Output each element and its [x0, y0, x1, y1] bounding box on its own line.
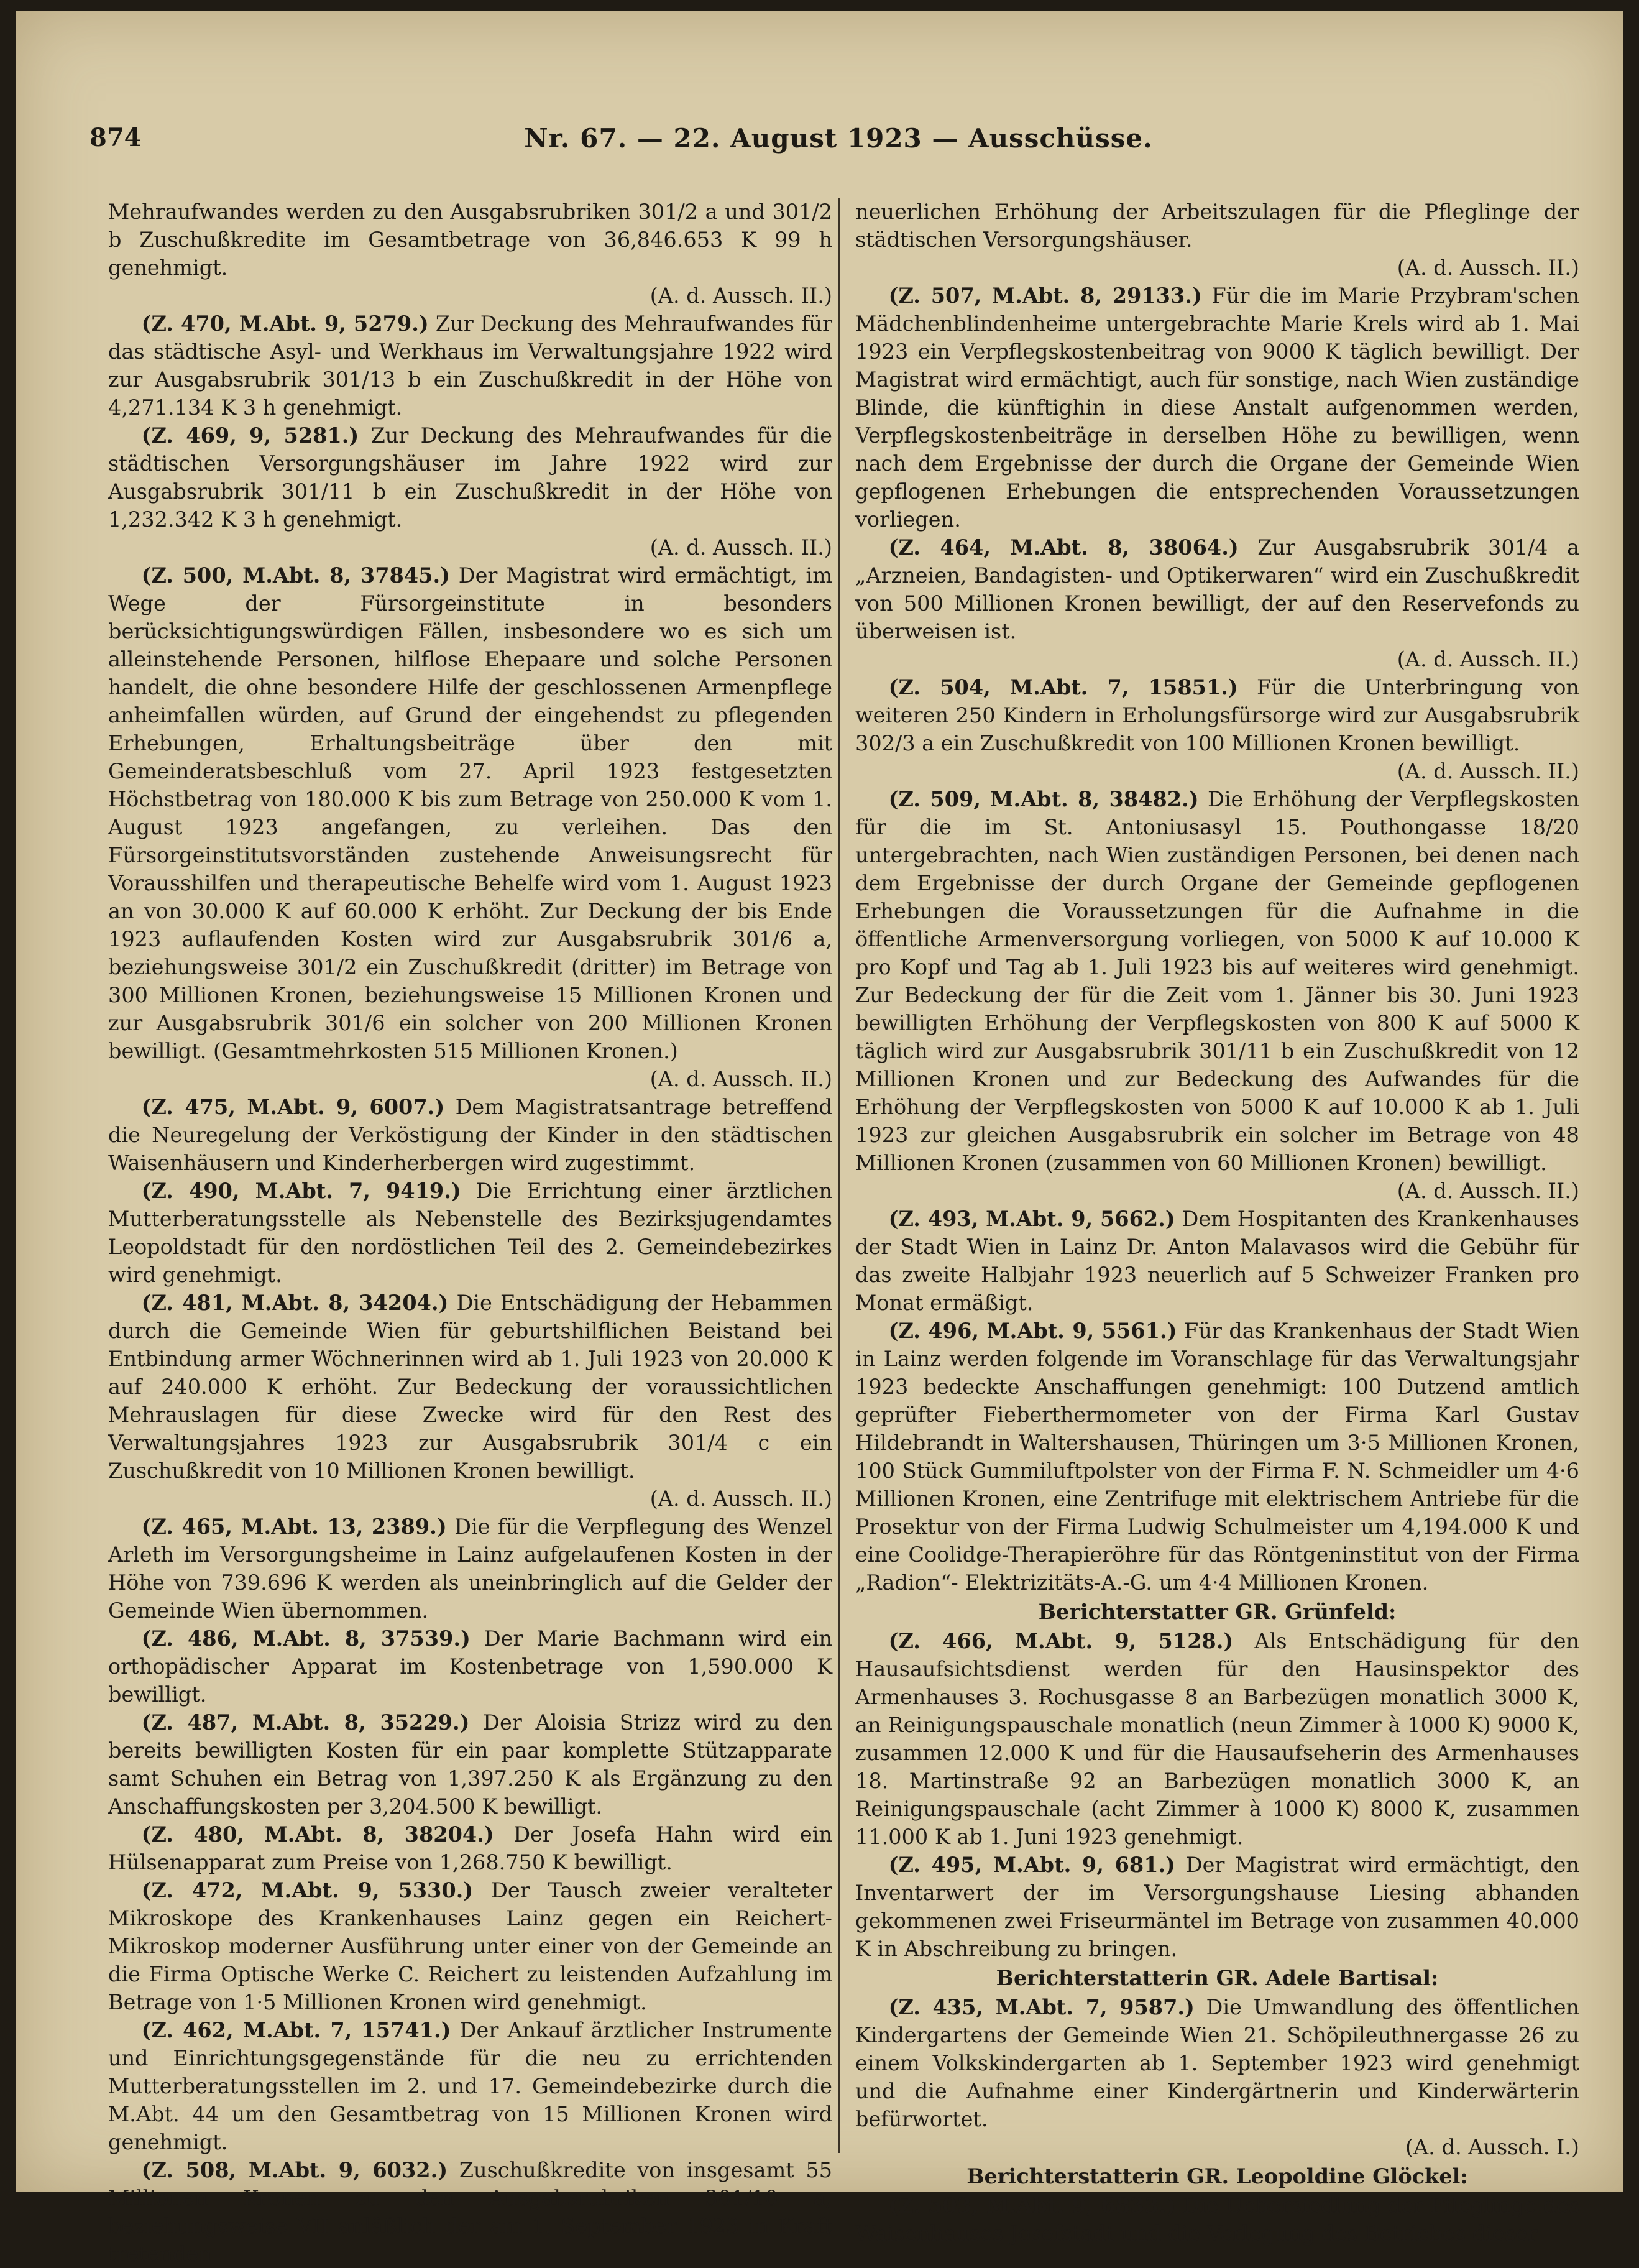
paragraph: (Z. 486, M.Abt. 8, 37539.) Der Marie Bachmann wird ein orthopädischer Apparat im Kostenbetrage von 1,590.000 K bewilligt.	[108, 1626, 833, 1707]
paragraph: (Z. 465, M.Abt. 13, 2389.) Die für die Verpflegung des Wenzel Arleth im Versorgungsheime in Lainz aufgelaufenen Kosten in der Höhe von 739.696 K werden als uneinbringlich auf die Gelder der Gemeinde Wien übernommen.	[108, 1514, 832, 1623]
paragraph: (Z. 469, 9, 5281.) Zur Deckung des Mehraufwandes für die städtischen Versorgungshäuser im Jahre 1922 wird zur Ausgabsrubrik 301/11 b ein Zuschußkredit in der Höhe von 1,232.342 K 3 h genehmigt. (A. d. Aussch. II.)	[108, 423, 832, 560]
right-column	[855, 198, 1580, 2246]
page-number: 874	[90, 123, 142, 152]
paragraph: (Z. 466, M.Abt. 9, 5128.) Als Entschädigung für den Hausaufsichtsdienst werden für den Hausinspektor des Armenhauses 3. Rochusgasse 8 an Barbezügen monatlich 3000 K, an Reinigungspauschale monatlich (neun Zimmer à 1000 K) 9000 K, zusammen 12.000 K und für die Hausaufseherin des Armenhauses 18. Martinstraße 92 an Barbezügen monatlich 3000 K, an Reinigungspauschale (acht Zimmer à 1000 K) 8000 K, zusammen 11.000 K ab 1. Juni 1923 genehmigt.	[855, 1629, 1579, 1849]
paragraph: (Z. 507, M.Abt. 8, 29133.) Für die im Marie Przybram'schen Mädchenblindenheime untergebrachte Marie Krels wird ab 1. Mai 1923 ein Verpflegskostenbeitrag von 9000 K täglich bewilligt. Der Magistrat wird ermächtigt, auch für sonstige, nach Wien zuständige Blinde, die künftighin in diese Anstalt aufgenommen werden, Verpflegskostenbeiträge in derselben Höhe zu bewilligen, wenn nach dem Ergebnisse der durch die Organe der Gemeinde Wien gepflogenen Erhebungen die entsprechenden Voraussetzungen vorliegen.	[855, 284, 1580, 532]
paragraph: (Z. 509, M.Abt. 8, 38482.) Die Erhöhung der Verpflegskosten für die im St. Antoniusasyl 15. Pouthongasse 18/20 untergebrachten, nach Wien zuständigen Personen, bei denen nach dem Ergebnisse der durch Organe der Gemeinde gepflogenen Erhebungen die Voraussetzungen für die Aufnahme in die öffentliche Armenversorgung vorliegen, von 5000 K auf 10.000 K pro Kopf und Tag ab 1. Juli 1923 bis auf weiteres wird genehmigt. Zur Bedeckung der für die Zeit vom 1. Jänner bis 30. Juni 1923 bewilligten Erhöhung der Verpflegskosten von 800 K auf 5000 K täglich wird zur Ausgabsrubrik 301/11 b ein Zuschußkredit von 12 Millionen Kronen und zur Bedeckung des Aufwandes für die Erhöhung der Verpflegskosten von 5000 K auf 10.000 K ab 1. Juli 1923 zur gleichen Ausgabsrubrik ein solcher im Betrage von 48 Millionen Kronen (zusammen von 60 Millionen Kronen) bewilligt. (A. d. Aussch. II.)	[855, 787, 1579, 1203]
running-head: Nr. 67. — 22. August 1923 — Ausschüsse.	[524, 123, 1153, 154]
paragraph: neuerlichen Erhöhung der Arbeitszulagen für die Pfleglinge der städtischen Versorgungshäuser. (A. d. Aussch. II.)	[855, 200, 1579, 280]
paragraph: (Z. 503, M.Abt. 9, 6833.) Die Uebersiedlung der Pfleglinge des Waisenhauses Josefstadt und die Verlegung des Betriebes dieser	[855, 2193, 1579, 2246]
paragraph: (Z. 464, M.Abt. 8, 38064.) Zur Ausgabsrubrik 301/4 a „Arzneien, Bandagisten- und Optikerwaren“ wird ein Zuschußkredit von 500 Millionen Kronen bewilligt, der auf den Reservefonds zu überweisen ist. (A. d. Aussch. II.)	[855, 535, 1579, 671]
paragraph: (Z. 490, M.Abt. 7, 9419.) Die Errichtung einer ärztlichen Mutterberatungsstelle als Nebenstelle des Bezirksjugendamtes Leopoldstadt für den nordöstlichen Teil des 2. Gemeindebezirkes wird genehmigt.	[108, 1179, 833, 1287]
paragraph: (Z. 495, M.Abt. 9, 681.) Der Magistrat wird ermächtigt, den Inventarwert der im Versorgungshause Liesing abhanden gekommenen zwei Friseurmäntel im Betrage von zusammen 40.000 K in Abschreibung zu bringen.	[855, 1853, 1579, 1961]
newspaper-page	[16, 11, 1623, 2266]
paragraph: (Z. 508, M.Abt. 9, 6032.) Zuschußkredite von insgesamt 55 Millionen Kronen zu den Ausgabsrubriken 301/10 a, beziehungsweise VII anläßlich der am 1. September 1923 in Kraft tretenden	[108, 2158, 832, 2266]
paragraph: (Z. 493, M.Abt. 9, 5662.) Dem Hospitanten des Krankenhauses der Stadt Wien in Lainz Dr. Anton Malavasos wird die Gebühr für das zweite Halbjahr 1923 neuerlich auf 5 Schweizer Franken pro Monat ermäßigt.	[855, 1207, 1579, 1315]
paragraph: (Z. 435, M.Abt. 7, 9587.) Die Umwandlung des öffentlichen Kindergartens der Gemeinde Wien 21. Schöpileuthnergasse 26 zu einem Volkskindergarten ab 1. September 1923 wird genehmigt und die Aufnahme einer Kindergärtnerin und Kinderwärterin befürwortet. (A. d. Aussch. I.)	[855, 1995, 1580, 2159]
paragraph: (Z. 472, M.Abt. 9, 5330.) Der Tausch zweier veralteter Mikroskope des Krankenhauses Lainz gegen ein Reichert-Mikroskop moderner Ausführung unter einer von der Gemeinde an die Firma Optische Werke C. Reichert zu leistenden Aufzahlung im Betrage von 1·5 Millionen Kronen wird genehmigt.	[108, 1878, 832, 2014]
paragraph: (Z. 500, M.Abt. 8, 37845.) Der Magistrat wird ermächtigt, im Wege der Fürsorgeinstitute in besonders berücksichtigungswürdigen Fällen, insbesondere wo es sich um alleinstehende Personen, hilflose Ehepaare und solche Personen handelt, die ohne besondere Hilfe der geschlossenen Armenpflege anheimfallen würden, auf Grund der eingehendst zu pflegenden Erhebungen, Erhaltungsbeiträge über den mit Gemeinderatsbeschluß vom 27. April 1923 festgesetzten Höchstbetrag von 180.000 K bis zum Betrage von 250.000 K vom 1. August 1923 angefangen, zu verleihen. Das den Fürsorgeinstitutsvorständen zustehende Anweisungsrecht für Vorausshilfen und therapeutische Behelfe wird vom 1. August 1923 an von 30.000 K auf 60.000 K erhöht. Zur Deckung der bis Ende 1923 auflaufenden Kosten wird zur Ausgabsrubrik 301/6 a, beziehungsweise 301/2 ein Zuschußkredit (dritter) im Betrage von 300 Millionen Kronen, beziehungsweise 15 Millionen Kronen und zur Ausgabsrubrik 301/6 ein solcher von 200 Millionen Kronen bewilligt. (Gesamtmehrkosten 515 Millionen Kronen.) (A. d. Aussch. II.)	[108, 563, 832, 1091]
paragraph: (Z. 496, M.Abt. 9, 5561.) Für das Krankenhaus der Stadt Wien in Lainz werden folgende im Voranschlage für das Verwaltungsjahr 1923 bedeckte Anschaffungen genehmigt: 100 Dutzend amtlich geprüfter Fieberthermometer von der Firma Karl Gustav Hildebrandt in Waltershausen, Thüringen um 3·5 Millionen Kronen, 100 Stück Gummiluftpolster von der Firma F. N. Schmeidler um 4·6 Millionen Kronen, eine Zentrifuge mit elektrischem Antriebe für die Prosektur von der Firma Ludwig Schulmeister um 4,194.000 K und eine Coolidge-Therapieröhre für das Röntgeninstitut von der Firma „Radion“- Elektrizitäts-A.-G. um 4·4 Millionen Kronen.	[855, 1319, 1579, 1595]
rapporteur-heading: Berichterstatter GR. Grünfeld:	[1038, 1600, 1397, 1624]
rapporteur-heading: Berichterstatterin GR. Adele Bartisal:	[996, 1966, 1439, 1990]
paragraph: (Z. 504, M.Abt. 7, 15851.) Für die Unterbringung von weiteren 250 Kindern in Erholungsfürsorge wird zur Ausgabsrubrik 302/3 a ein Zuschußkredit von 100 Millionen Kronen bewilligt. (A. d. Aussch. II.)	[855, 675, 1580, 783]
paragraph: (Z. 470, M.Abt. 9, 5279.) Zur Deckung des Mehraufwandes für das städtische Asyl- und Werkhaus im Verwaltungsjahre 1922 wird zur Ausgabsrubrik 301/13 b ein Zuschußkredit in der Höhe von 4,271.134 K 3 h genehmigt.	[108, 311, 832, 420]
paragraph: (Z. 475, M.Abt. 9, 6007.) Dem Magistratsantrage betreffend die Neuregelung der Verköstigung der Kinder in den städtischen Waisenhäusern und Kinderherbergen wird zugestimmt.	[108, 1095, 832, 1175]
column-rule	[838, 198, 840, 2153]
paragraph: (Z. 481, M.Abt. 8, 34204.) Die Entschädigung der Hebammen durch die Gemeinde Wien für geburtshilflichen Beistand bei Entbindung armer Wöchnerinnen wird ab 1. Juli 1923 von 20.000 K auf 240.000 K erhöht. Zur Bedeckung der voraussichtlichen Mehrauslagen für diese Zwecke wird für den Rest des Verwaltungsjahres 1923 zur Ausgabsrubrik 301/4 c ein Zuschußkredit von 10 Millionen Kronen bewilligt. (A. d. Aussch. II.)	[108, 1291, 833, 1511]
paragraph: (Z. 487, M.Abt. 8, 35229.) Der Aloisia Strizz wird zu den bereits bewilligten Kosten für ein paar komplette Stützapparate samt Schuhen ein Betrag von 1,397.250 K als Ergänzung zu den Anschaffungskosten per 3,204.500 K bewilligt.	[108, 1710, 833, 1819]
left-column	[108, 198, 833, 2266]
paragraph: (Z. 480, M.Abt. 8, 38204.) Der Josefa Hahn wird ein Hülsenapparat zum Preise von 1,268.750 K bewilligt.	[108, 1822, 832, 1874]
rapporteur-heading: Berichterstatterin GR. Leopoldine Glöckel:	[966, 2164, 1468, 2188]
page-header	[90, 123, 1587, 160]
paragraph: (Z. 462, M.Abt. 7, 15741.) Der Ankauf ärztlicher Instrumente und Einrichtungsgegenstände für die neu zu errichtenden Mutterberatungsstellen im 2. und 17. Gemeindebezirke durch die M.Abt. 44 um den Gesamtbetrag von 15 Millionen Kronen wird genehmigt.	[108, 2018, 832, 2154]
paragraph: Mehraufwandes werden zu den Ausgabsrubriken 301/2 a und 301/2 b Zuschußkredite im Gesamtbetrage von 36,846.653 K 99 h genehmigt. (A. d. Aussch. II.)	[108, 200, 832, 308]
